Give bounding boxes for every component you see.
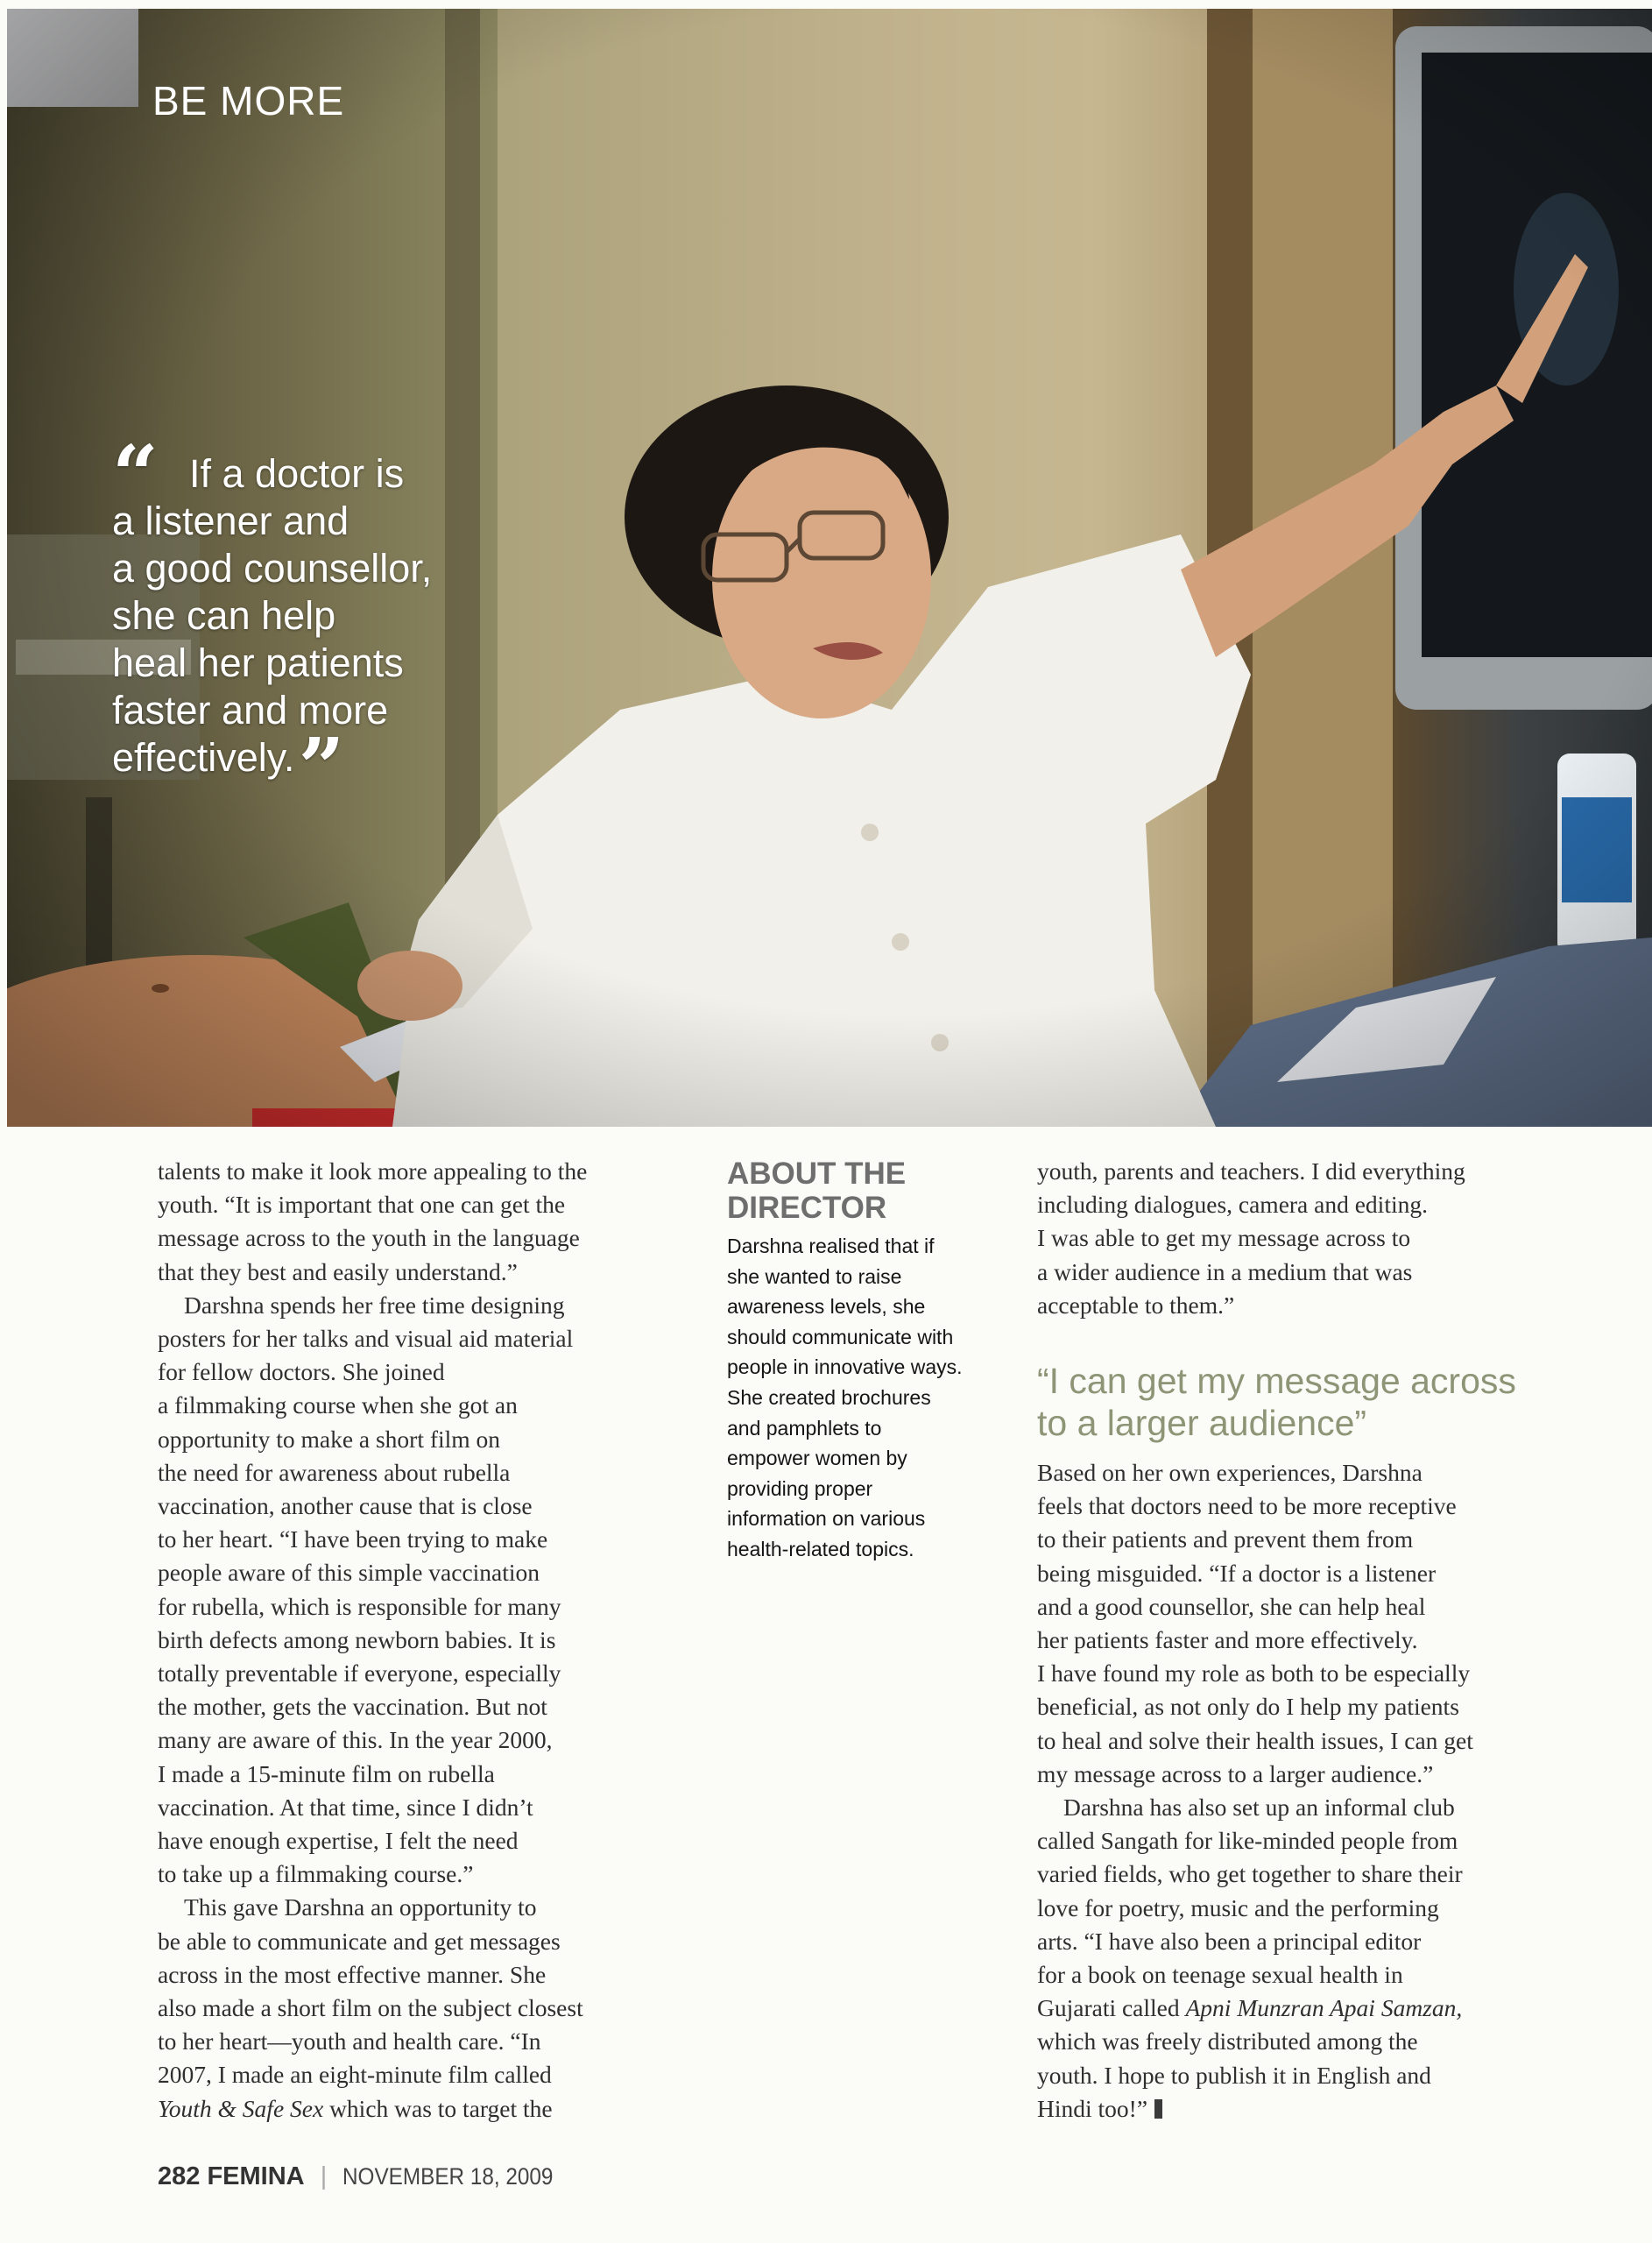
body-line: people aware of this simple vaccination — [158, 1559, 540, 1587]
body-line: This gave Darshna an opportunity to — [184, 1893, 537, 1921]
body-line: her patients faster and more effectively. — [1037, 1626, 1418, 1654]
sidebar-line: awareness levels, she — [727, 1295, 926, 1319]
pull-quote — [112, 428, 568, 815]
body-line: a filmmaking course when she got an — [158, 1391, 518, 1419]
body-line: be able to communicate and get messages — [158, 1927, 561, 1955]
sidebar-line: empower women by — [727, 1447, 907, 1470]
body-line: Hindi too!” — [1037, 2094, 1148, 2122]
sidebar-title-line: ABOUT THE — [727, 1157, 907, 1191]
article-column-left — [158, 1155, 683, 2126]
body-line: acceptable to them.” — [1037, 1291, 1235, 1319]
body-line: to take up a filmmaking course.” — [158, 1860, 474, 1888]
body-line: across in the most effective manner. She — [158, 1960, 547, 1988]
body-line: the mother, gets the vaccination. But not — [158, 1693, 547, 1721]
article-column-right — [1037, 1155, 1563, 1322]
body-line: to heal and solve their health issues, I can get — [1037, 1726, 1473, 1754]
body-line: to her heart. “I have been trying to make — [158, 1525, 548, 1553]
body-line: youth, parents and teachers. I did everything — [1037, 1157, 1465, 1185]
body-line: love for poetry, music and the performing — [1037, 1893, 1439, 1921]
body-line: 2007, I made an eight-minute film called — [158, 2061, 552, 2089]
body-line: that they best and easily understand.” — [158, 1257, 518, 1285]
body-line: which was freely distributed among the — [1037, 2027, 1418, 2055]
body-line: I have found my role as both to be especially — [1037, 1659, 1471, 1688]
pull-quote-line: faster and more — [112, 688, 389, 732]
pull-quote-line: effectively. — [112, 735, 295, 780]
sidebar-title — [727, 1157, 1007, 1225]
hero-photo — [7, 9, 1652, 1127]
body-line: feels that doctors need to be more receptive — [1037, 1492, 1457, 1520]
body-line: Gujarati called — [1037, 1994, 1186, 2022]
issue-date: NOVEMBER 18, 2009 — [342, 2163, 554, 2190]
subhead-line: to a larger audience” — [1037, 1403, 1367, 1443]
body-line: arts. “I have also been a principal editor — [1037, 1927, 1422, 1955]
pull-quote-line: she can help — [112, 593, 336, 638]
body-line: a wider audience in a medium that was — [1037, 1257, 1413, 1285]
body-line: message across to the youth in the language — [158, 1224, 580, 1252]
sidebar-line: information on various — [727, 1507, 926, 1531]
body-line: talents to make it look more appealing to the — [158, 1157, 588, 1185]
body-line: Based on her own experiences, Darshna — [1037, 1459, 1423, 1486]
body-line: varied fields, who get together to share their — [1037, 1860, 1463, 1888]
body-line: called Sangath for like-minded people from — [1037, 1827, 1458, 1855]
about-director-sidebar — [727, 1157, 1007, 1565]
end-of-article-mark — [1154, 2099, 1162, 2119]
pull-quote-line: a listener and — [112, 499, 349, 543]
sidebar-line: She created brochures — [727, 1385, 931, 1409]
open-quote-mark: “ — [112, 428, 159, 522]
body-line: to their patients and prevent them from — [1037, 1525, 1414, 1553]
body-line: vaccination, another cause that is close — [158, 1492, 533, 1520]
sidebar-body — [727, 1231, 1007, 1565]
body-line: for rubella, which is responsible for many — [158, 1592, 561, 1620]
article-column-right-continued — [1037, 1456, 1563, 2126]
body-line: vaccination. At that time, since I didn’t — [158, 1793, 533, 1821]
page-number: 282 — [158, 2162, 201, 2190]
sidebar-line: Darshna realised that if — [727, 1235, 935, 1257]
body-line: posters for her talks and visual aid material — [158, 1325, 574, 1353]
sidebar-line: health-related topics. — [727, 1537, 914, 1560]
body-line: youth. “It is important that one can get the — [158, 1191, 566, 1219]
pull-quote-line: If a doctor is — [189, 451, 405, 496]
sidebar-line: providing proper — [727, 1476, 873, 1500]
body-line: for a book on teenage sexual health in — [1037, 1961, 1403, 1989]
sidebar-line: and pamphlets to — [727, 1416, 882, 1440]
body-line: to her heart—youth and health care. “In — [158, 2027, 541, 2055]
section-corner-block — [7, 9, 138, 107]
body-line: have enough expertise, I felt the need — [158, 1827, 519, 1855]
body-line: Darshna spends her free time designing — [184, 1291, 565, 1319]
body-line: also made a short film on the subject closest — [158, 1994, 583, 2022]
pull-quote-line: heal her patients — [112, 640, 404, 685]
body-line: being misguided. “If a doctor is a listener — [1037, 1559, 1437, 1587]
page-footer — [158, 2162, 576, 2191]
body-line: many are aware of this. In the year 2000, — [158, 1726, 553, 1754]
body-line: totally preventable if everyone, especially — [158, 1659, 561, 1688]
subhead-line: “I can get my message across — [1037, 1361, 1516, 1401]
body-line: the need for awareness about rubella — [158, 1458, 511, 1486]
sidebar-line: people in innovative ways. — [727, 1355, 963, 1379]
footer-separator: | — [320, 2162, 328, 2190]
section-label: BE MORE — [152, 78, 345, 124]
body-line: including dialogues, camera and editing. — [1037, 1191, 1428, 1219]
sidebar-line: she wanted to raise — [727, 1264, 902, 1288]
body-line: for fellow doctors. She joined — [158, 1358, 445, 1386]
sidebar-line: should communicate with — [727, 1325, 954, 1348]
article-subhead — [1037, 1360, 1598, 1444]
body-line: I was able to get my message across to — [1037, 1224, 1411, 1252]
body-line: youth. I hope to publish it in English and — [1037, 2061, 1431, 2089]
book-title: Apni Munzran Apai Samzan, — [1185, 1994, 1463, 2022]
magazine-name: FEMINA — [207, 2162, 305, 2190]
body-line: birth defects among newborn babies. It is — [158, 1625, 556, 1653]
body-line: beneficial, as not only do I help my patients — [1037, 1693, 1459, 1721]
body-line: Darshna has also set up an informal club — [1063, 1794, 1455, 1822]
body-line: I made a 15-minute film on rubella — [158, 1759, 495, 1787]
film-title: Youth & Safe Sex — [158, 2094, 324, 2122]
body-line: my message across to a larger audience.” — [1037, 1759, 1434, 1787]
sidebar-title-line: DIRECTOR — [727, 1191, 887, 1225]
pull-quote-line: a good counsellor, — [112, 546, 433, 591]
close-quote-mark: ” — [298, 720, 345, 815]
body-line: and a good counsellor, she can help heal — [1037, 1592, 1426, 1620]
body-line: which was to target the — [323, 2094, 553, 2122]
body-line: opportunity to make a short film on — [158, 1425, 501, 1453]
